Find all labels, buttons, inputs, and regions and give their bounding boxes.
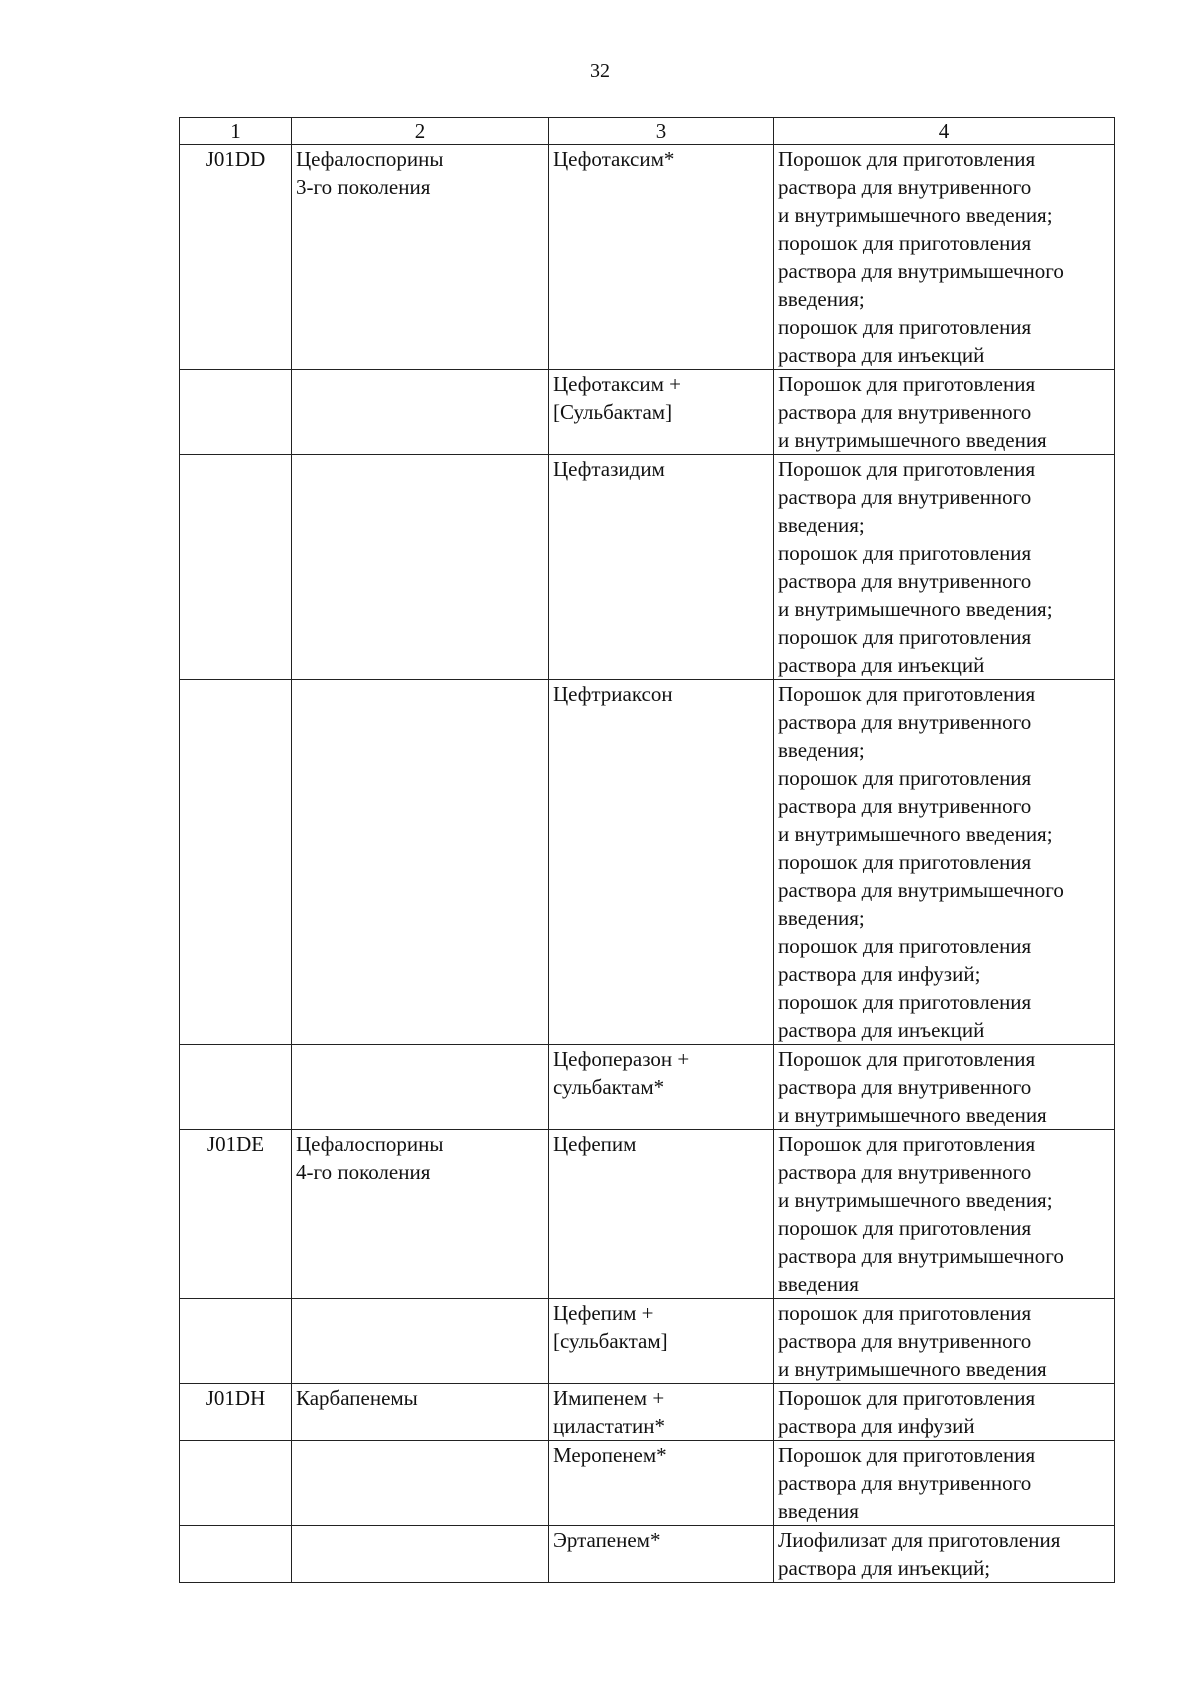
dosage-form-line: введения xyxy=(778,1272,859,1296)
atc-code-cell: J01DE xyxy=(180,1130,292,1299)
table-row xyxy=(180,1299,1115,1384)
drug-name-cell xyxy=(549,1299,774,1384)
drug-name-cell xyxy=(549,1130,774,1299)
atc-code-cell: J01DH xyxy=(180,1384,292,1441)
drug-name-cell xyxy=(549,1441,774,1526)
dosage-form-line: раствора для внутривенного xyxy=(778,485,1032,509)
drug-name-cell xyxy=(549,455,774,680)
dosage-form-line: порошок для приготовления xyxy=(778,541,1032,565)
dosage-form-line: раствора для внутримышечного xyxy=(778,259,1064,283)
dosage-form-line: порошок для приготовления xyxy=(778,766,1032,790)
table-row xyxy=(180,1384,1115,1441)
atc-code-cell xyxy=(180,455,292,680)
dosage-form-line: раствора для внутримышечного xyxy=(778,878,1064,902)
dosage-form-line: порошок для приготовления xyxy=(778,1216,1032,1240)
drug-name-line: Имипенем + xyxy=(553,1386,665,1410)
header-cell: 2 xyxy=(292,118,549,145)
dosage-form-line: Порошок для приготовления xyxy=(778,682,1036,706)
dosage-form-line: Порошок для приготовления xyxy=(778,1047,1036,1071)
drug-name-line: [Сульбактам] xyxy=(553,400,673,424)
drug-name-line: сульбактам* xyxy=(553,1075,665,1099)
dosage-form-line: Порошок для приготовления xyxy=(778,457,1036,481)
atc-code-cell xyxy=(180,1441,292,1526)
dosage-form-line: Порошок для приготовления xyxy=(778,147,1036,171)
dosage-form-line: раствора для инъекций; xyxy=(778,1556,991,1580)
dosage-form-line: и внутримышечного введения xyxy=(778,428,1047,452)
table-row xyxy=(180,455,1115,680)
dosage-form-line: введения; xyxy=(778,287,865,311)
dosage-form-cell xyxy=(774,1441,1115,1526)
header-cell: 1 xyxy=(180,118,292,145)
group-cell xyxy=(292,455,549,680)
dosage-form-line: раствора для внутривенного xyxy=(778,400,1032,424)
dosage-form-line: раствора для внутримышечного xyxy=(778,1244,1064,1268)
group-cell xyxy=(292,145,549,370)
dosage-form-line: раствора для инфузий xyxy=(778,1414,975,1438)
drug-name-cell xyxy=(549,680,774,1045)
group-line: Цефалоспорины xyxy=(296,147,444,171)
table-row xyxy=(180,145,1115,370)
drug-name-line: Эртапенем* xyxy=(553,1528,661,1552)
dosage-form-line: и внутримышечного введения xyxy=(778,1103,1047,1127)
drug-table xyxy=(179,117,1115,1583)
dosage-form-cell xyxy=(774,1130,1115,1299)
dosage-form-line: раствора для инфузий; xyxy=(778,962,981,986)
dosage-form-cell xyxy=(774,1526,1115,1583)
dosage-form-line: и внутримышечного введения; xyxy=(778,822,1053,846)
dosage-form-line: и внутримышечного введения; xyxy=(778,1188,1053,1212)
dosage-form-line: раствора для инъекций xyxy=(778,653,985,677)
group-cell xyxy=(292,1384,549,1441)
dosage-form-line: раствора для инъекций xyxy=(778,1018,985,1042)
dosage-form-cell xyxy=(774,1045,1115,1130)
dosage-form-line: раствора для внутривенного xyxy=(778,569,1032,593)
table-row xyxy=(180,1130,1115,1299)
dosage-form-line: введения xyxy=(778,1499,859,1523)
group-line: Цефалоспорины xyxy=(296,1132,444,1156)
drug-name-line: циластатин* xyxy=(553,1414,665,1438)
dosage-form-cell xyxy=(774,1299,1115,1384)
atc-code-cell: J01DD xyxy=(180,145,292,370)
dosage-form-cell xyxy=(774,680,1115,1045)
dosage-form-line: раствора для внутривенного xyxy=(778,1471,1032,1495)
dosage-form-cell xyxy=(774,145,1115,370)
atc-code-cell xyxy=(180,1526,292,1583)
dosage-form-line: порошок для приготовления xyxy=(778,1301,1032,1325)
dosage-form-line: порошок для приготовления xyxy=(778,850,1032,874)
atc-code-cell xyxy=(180,1045,292,1130)
dosage-form-line: порошок для приготовления xyxy=(778,990,1032,1014)
table-row xyxy=(180,1045,1115,1130)
atc-code-cell xyxy=(180,680,292,1045)
table-row xyxy=(180,680,1115,1045)
drug-name-line: Цефотаксим* xyxy=(553,147,675,171)
table-row xyxy=(180,1526,1115,1583)
group-cell xyxy=(292,1441,549,1526)
group-line: 4-го поколения xyxy=(296,1160,431,1184)
drug-name-cell xyxy=(549,370,774,455)
group-cell xyxy=(292,1045,549,1130)
dosage-form-line: введения; xyxy=(778,906,865,930)
dosage-form-line: Порошок для приготовления xyxy=(778,1443,1036,1467)
dosage-form-line: раствора для внутривенного xyxy=(778,1160,1032,1184)
dosage-form-line: и внутримышечного введения xyxy=(778,1357,1047,1381)
group-cell xyxy=(292,680,549,1045)
drug-name-line: Меропенем* xyxy=(553,1443,667,1467)
dosage-form-line: введения; xyxy=(778,738,865,762)
drug-name-line: Цефотаксим + xyxy=(553,372,681,396)
group-cell xyxy=(292,1526,549,1583)
drug-name-line: Цефоперазон + xyxy=(553,1047,690,1071)
drug-name-cell xyxy=(549,1045,774,1130)
table-row xyxy=(180,370,1115,455)
drug-name-line: Цефтазидим xyxy=(553,457,665,481)
dosage-form-line: раствора для внутривенного xyxy=(778,1329,1032,1353)
group-line: Карбапенемы xyxy=(296,1386,418,1410)
header-cell: 4 xyxy=(774,118,1115,145)
dosage-form-cell xyxy=(774,455,1115,680)
dosage-form-line: раствора для инъекций xyxy=(778,343,985,367)
group-cell xyxy=(292,370,549,455)
header-cell: 3 xyxy=(549,118,774,145)
drug-name-line: Цефтриаксон xyxy=(553,682,673,706)
dosage-form-cell xyxy=(774,1384,1115,1441)
page-number: 32 xyxy=(590,60,610,82)
atc-code-cell xyxy=(180,370,292,455)
dosage-form-line: порошок для приготовления xyxy=(778,934,1032,958)
group-cell xyxy=(292,1299,549,1384)
drug-name-line: Цефепим xyxy=(553,1132,637,1156)
dosage-form-cell xyxy=(774,370,1115,455)
dosage-form-line: порошок для приготовления xyxy=(778,625,1032,649)
dosage-form-line: и внутримышечного введения; xyxy=(778,597,1053,621)
dosage-form-line: раствора для внутривенного xyxy=(778,175,1032,199)
group-cell xyxy=(292,1130,549,1299)
dosage-form-line: порошок для приготовления xyxy=(778,315,1032,339)
table-row xyxy=(180,1441,1115,1526)
table-header-row xyxy=(180,118,1115,145)
dosage-form-line: Порошок для приготовления xyxy=(778,372,1036,396)
drug-name-cell xyxy=(549,145,774,370)
dosage-form-line: Порошок для приготовления xyxy=(778,1386,1036,1410)
dosage-form-line: раствора для внутривенного xyxy=(778,794,1032,818)
atc-code-cell xyxy=(180,1299,292,1384)
group-line: 3-го поколения xyxy=(296,175,431,199)
dosage-form-line: введения; xyxy=(778,513,865,537)
dosage-form-line: порошок для приготовления xyxy=(778,231,1032,255)
dosage-form-line: Лиофилизат для приготовления xyxy=(778,1528,1061,1552)
dosage-form-line: раствора для внутривенного xyxy=(778,710,1032,734)
drug-name-cell xyxy=(549,1526,774,1583)
drug-name-cell xyxy=(549,1384,774,1441)
dosage-form-line: раствора для внутривенного xyxy=(778,1075,1032,1099)
drug-name-line: [сульбактам] xyxy=(553,1329,668,1353)
dosage-form-line: и внутримышечного введения; xyxy=(778,203,1053,227)
drug-name-line: Цефепим + xyxy=(553,1301,654,1325)
dosage-form-line: Порошок для приготовления xyxy=(778,1132,1036,1156)
